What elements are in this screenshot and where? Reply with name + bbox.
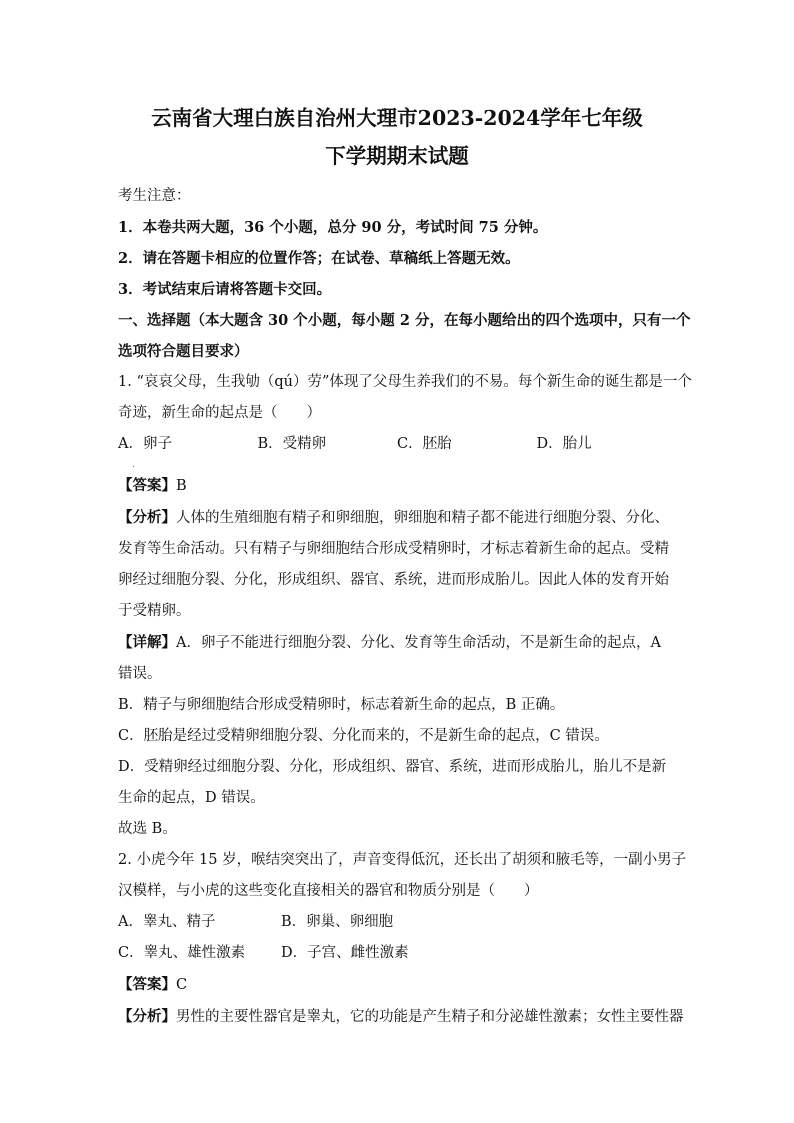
q2-answer-value: C: [176, 977, 188, 993]
notice-item-3: 3．考试结束后请将答题卡交回。: [118, 281, 332, 298]
exam-title-line2: 下学期期末试题: [325, 144, 469, 168]
q1-answer-value: B: [176, 478, 187, 494]
q1-detail-b: B．精子与卵细胞结合形成受精卵时，标志着新生命的起点，B 正确。: [118, 697, 565, 713]
notice-item-1: 1．本卷共两大题，36 个小题，总分 90 分，考试时间 75 分钟。: [118, 219, 548, 236]
notice-item-2: 2．请在答题卡相应的位置作答；在试卷、草稿纸上答题无效。: [118, 250, 520, 267]
q1-options: [118, 429, 676, 460]
section-heading-line2: 选项符合题目要求）: [118, 343, 249, 360]
q2-stem-line1: 2. 小虎今年 15 岁，喉结突突出了，声音变得低沉，还长出了胡须和腋毛等，一副小男子: [118, 852, 687, 868]
q1-stem-line1: 1. “哀哀父母，生我劬（qú）劳”体现了父母生养我们的不易。每个新生命的诞生都是一个: [118, 374, 692, 390]
stray-dot: .: [132, 460, 135, 470]
section-heading-line1: 一、选择题（本大题含 30 个小题，每小题 2 分，在每小题给出的四个选项中，只有一个: [118, 312, 691, 329]
q1-conclusion: 故选 B。: [118, 821, 177, 837]
notice-heading: 考生注意：: [118, 188, 191, 204]
q1-option-a: A．卵子: [118, 436, 172, 452]
q2-options-row1: [118, 907, 676, 938]
q1-detail-tag: 【详解】: [118, 634, 176, 651]
q1-analysis: [118, 502, 676, 627]
q1-stem-line2: 奇迹，新生命的起点是（ ）: [118, 405, 321, 421]
q1-detail-d: D．受精卵经过细胞分裂、分化，形成组织、器官、系统，进而形成胎儿，胎儿不是新生命的起点，D 错误。: [118, 759, 667, 806]
q1-detail-a: [118, 627, 676, 690]
q2-option-d: D．子宫、雌性激素: [281, 945, 409, 961]
question-1: [118, 367, 692, 845]
q1-option-d: D．胎儿: [536, 436, 592, 452]
q1-option-c: C．胚胎: [397, 436, 452, 452]
q1-answer-tag: 【答案】: [118, 477, 176, 494]
q2-option-a: A．睾丸、精子: [118, 914, 216, 930]
q2-option-b: B．卵巢、卵细胞: [281, 914, 394, 930]
q2-answer-tag: 【答案】: [118, 976, 176, 993]
q2-answer: [118, 969, 676, 1001]
question-2: [118, 845, 687, 1033]
q1-answer: [118, 470, 676, 502]
q1-analysis-tag: 【分析】: [118, 509, 176, 526]
q2-options-row2: [118, 938, 676, 969]
q2-option-c: C．睾丸、雄性激素: [118, 945, 246, 961]
q1-option-b: B．受精卵: [257, 436, 327, 452]
q1-detail-c: C．胚胎是经过受精卵细胞分裂、分化而来的，不是新生命的起点，C 错误。: [118, 728, 609, 744]
q2-analysis: [118, 1001, 684, 1033]
candidate-notice: [118, 181, 676, 305]
q2-stem-line2: 汉模样，与小虎的这些变化直接相关的器官和物质分别是（ ）: [118, 883, 539, 899]
q1-detail-a-text: A．卵子不能进行细胞分裂、分化、发育等生命活动，不是新生命的起点，A 错误。: [118, 635, 661, 682]
exam-title-line1: 云南省大理白族自治州大理市2023-2024学年七年级: [151, 106, 643, 130]
q1-analysis-text: 人体的生殖细胞有精子和卵细胞，卵细胞和精子都不能进行细胞分裂、分化、发育等生命活动。只有精子与卵细胞结合形成受精卵时，才标志着新生命的起点。受精卵经过细胞分裂、分化，形成组织、器官、系统，进而形成胎儿。因此人体的发育开始于受精卵。: [118, 510, 669, 619]
q2-analysis-text: 男性的主要性器官是睾丸，它的功能是产生精子和分泌雄性激素；女性主要性器: [176, 1009, 684, 1025]
q2-analysis-tag: 【分析】: [118, 1008, 176, 1025]
